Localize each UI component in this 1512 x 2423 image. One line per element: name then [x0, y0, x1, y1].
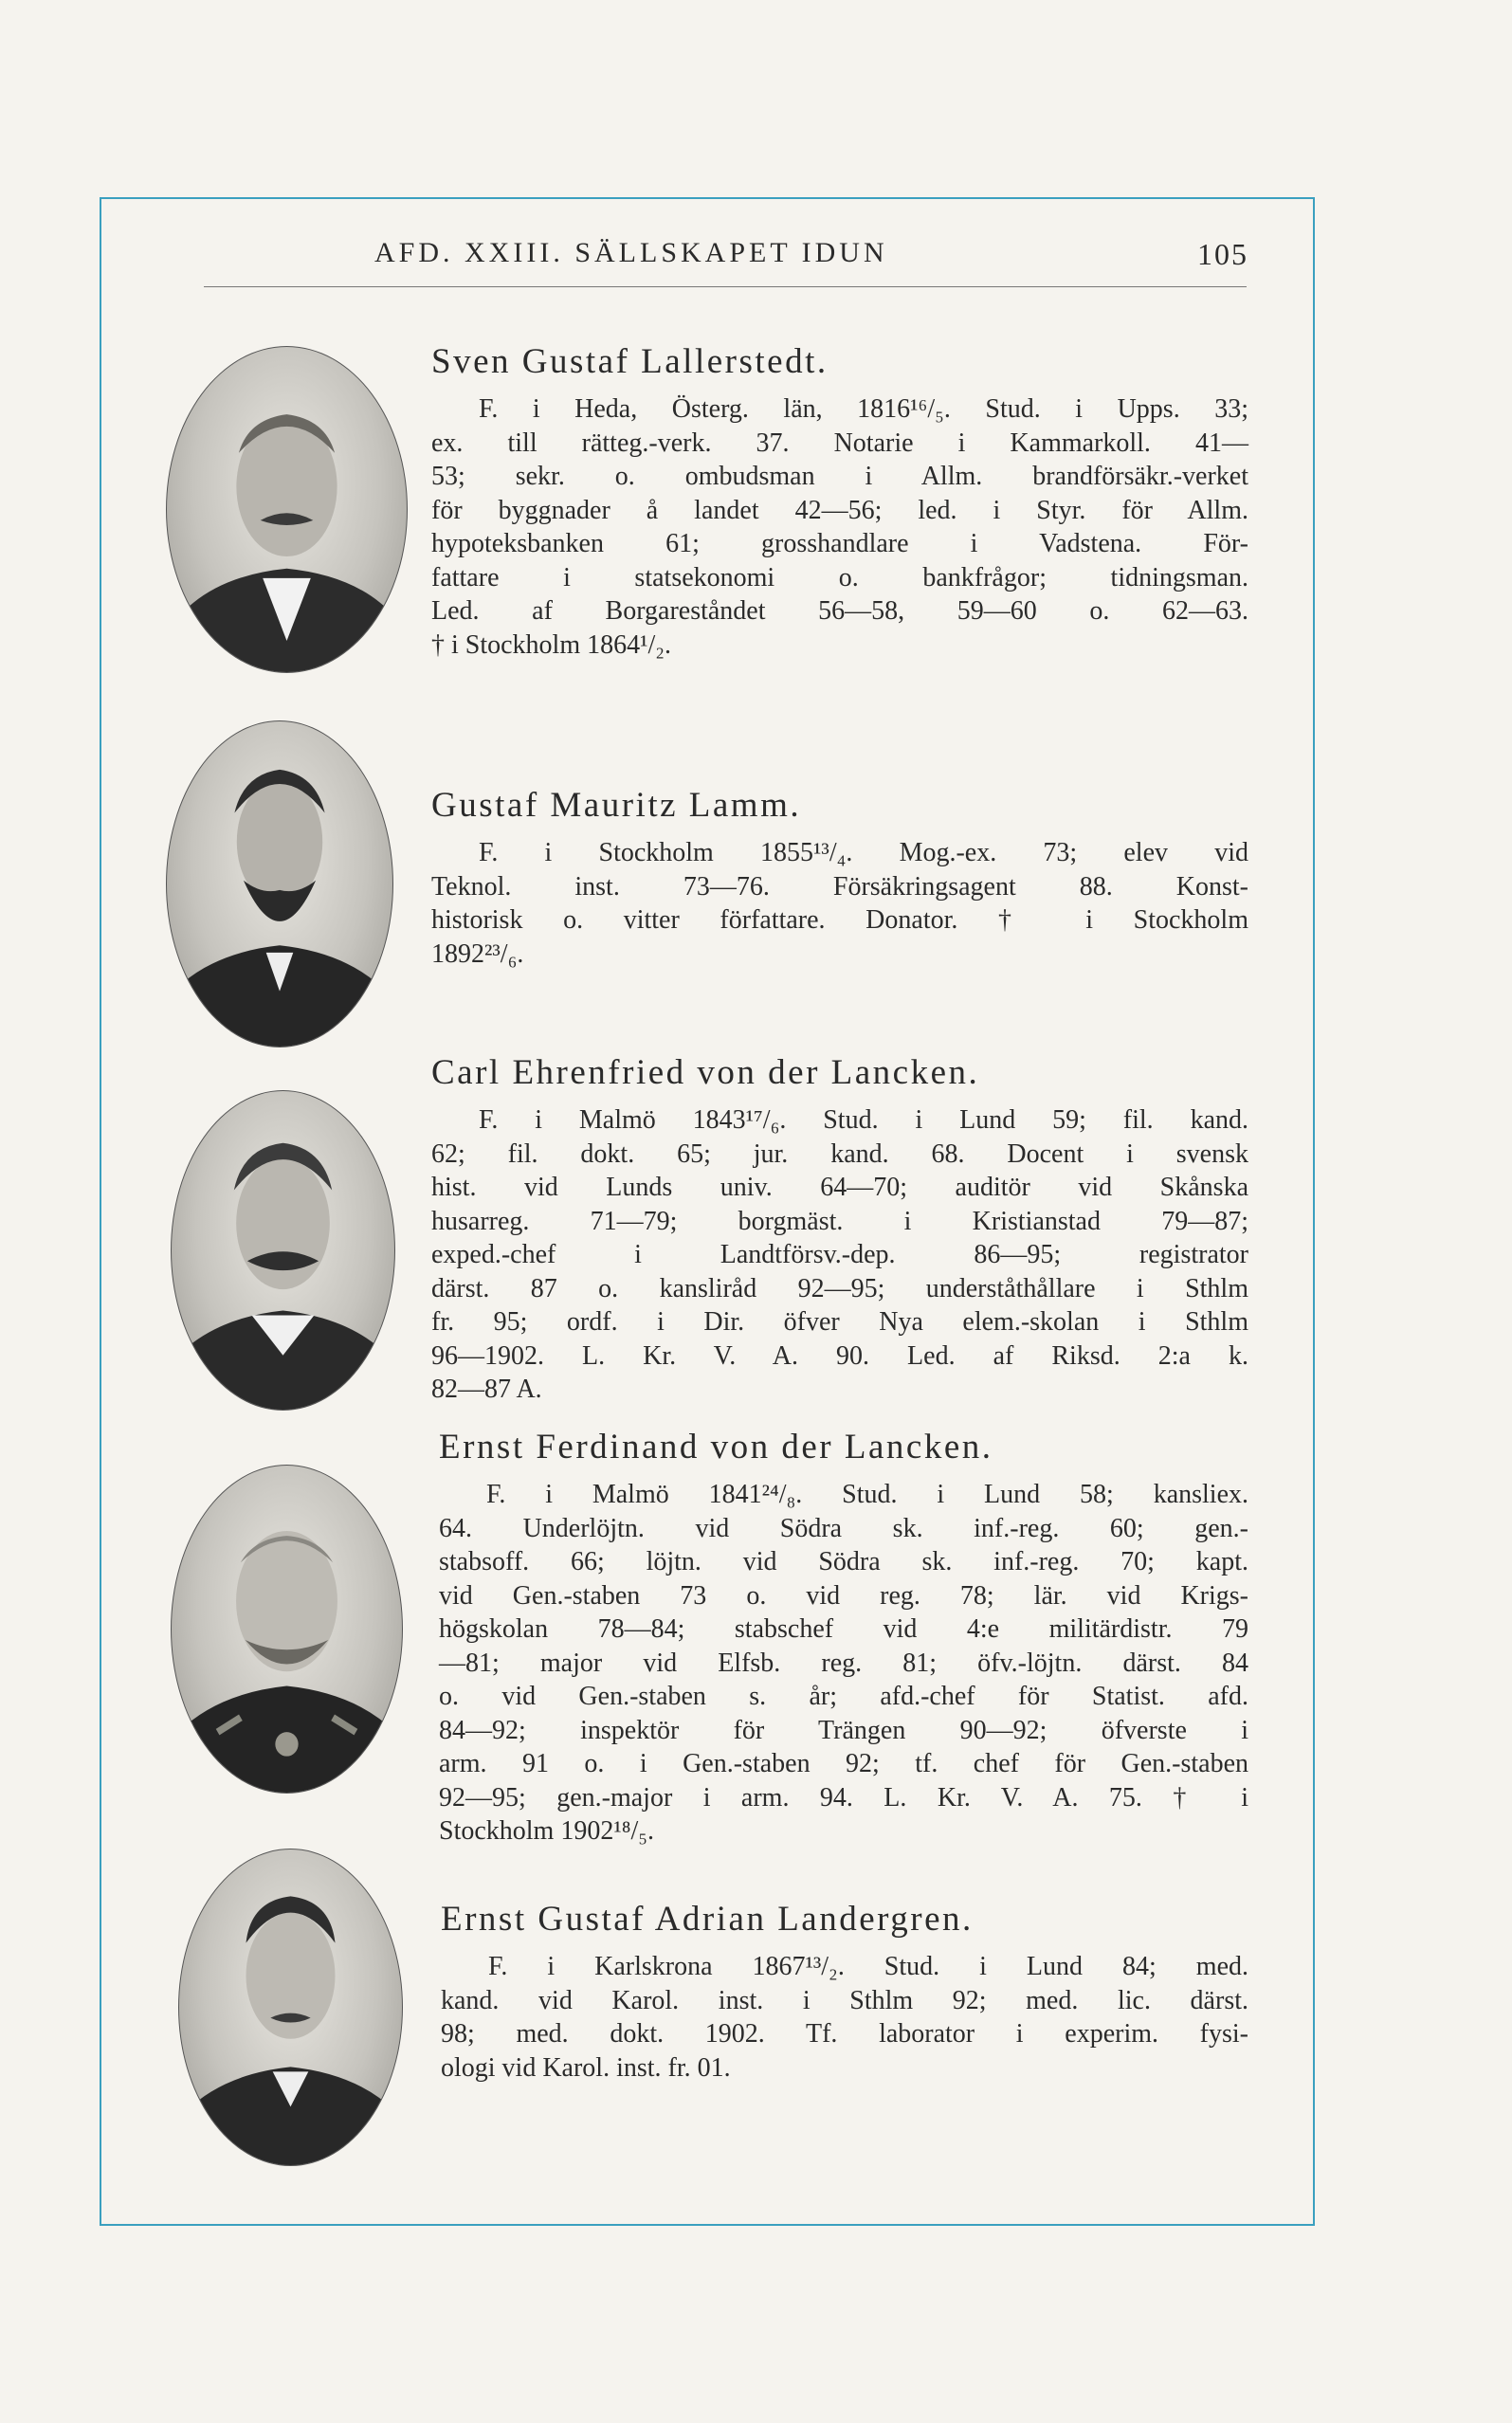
bio-line: 98; med. dokt. 1902. Tf. laborator i experim. fysi- — [441, 2019, 1248, 2049]
entry-bio — [431, 392, 1248, 662]
bio-line: kand. vid Karol. inst. i Sthlm 92; med. lic. därst. — [441, 1985, 1248, 2015]
entry-bio — [441, 1950, 1248, 2085]
entry-lamm — [431, 785, 1248, 971]
bio-line: hist. vid Lunds univ. 64—70; auditör vid Skånska — [431, 1173, 1248, 1202]
bio-line: ex. till rätteg.-verk. 37. Notarie i Kammarkoll. 41— — [431, 428, 1248, 458]
bio-line: Stockholm 1902¹⁸/₅. — [439, 1816, 655, 1846]
running-head-title: AFD. XXIII. SÄLLSKAPET IDUN — [374, 237, 888, 268]
entry-name: Ernst Gustaf Adrian Landergren. — [441, 1900, 974, 1939]
bio-line: Led. af Borgareståndet 56—58, 59—60 o. 62—63. — [431, 596, 1248, 626]
page-number: 105 — [1197, 237, 1248, 271]
bio-line: F. i Karlskrona 1867¹³/₂. Stud. i Lund 84; med. — [488, 1952, 1248, 1981]
entry-lallerstedt — [431, 341, 1248, 662]
entry-landergren — [441, 1899, 1248, 2085]
bio-line: fr. 95; ordf. i Dir. öfver Nya elem.-skolan i Sthlm — [431, 1307, 1248, 1337]
entry-name: Ernst Ferdinand von der Lancken. — [439, 1428, 993, 1467]
bio-line: F. i Stockholm 1855¹³/₄. Mog.-ex. 73; elev vid — [479, 838, 1248, 867]
bio-line: därst. 87 o. kansliråd 92—95; underståthållare i Sthlm — [431, 1273, 1248, 1303]
portrait-photo-icon — [171, 1465, 403, 1794]
entry-name: Carl Ehrenfried von der Lancken. — [431, 1053, 980, 1092]
bio-line: arm. 91 o. i Gen.-staben 92; tf. chef för Gen.-staben — [439, 1749, 1248, 1778]
entry-bio — [431, 836, 1248, 971]
bio-line: 1892²³/₆. — [431, 938, 524, 969]
bio-line: vid Gen.-staben 73 o. vid reg. 78; lär. vid Krigs- — [439, 1580, 1248, 1611]
bio-line: ologi vid Karol. inst. fr. 01. — [441, 2052, 731, 2083]
bio-line: 62; fil. dokt. 65; jur. kand. 68. Docent i svensk — [431, 1139, 1248, 1169]
entry-bio — [439, 1478, 1248, 1849]
bio-line: 96—1902. L. Kr. V. A. 90. Led. af Riksd. 2:a k. — [431, 1340, 1248, 1371]
bio-line: F. i Heda, Österg. län, 1816¹⁶/₅. Stud. i Upps. 33; — [479, 394, 1248, 424]
portrait-photo-icon — [166, 720, 393, 1048]
bio-line: historisk o. vitter författare. Donator. † i Stockholm — [431, 905, 1248, 935]
bio-line: stabsoff. 66; löjtn. vid Södra sk. inf.-reg. 70; kapt. — [439, 1547, 1248, 1576]
running-head — [272, 237, 1248, 284]
bio-line: hypoteksbanken 61; grosshandlare i Vadstena. För- — [431, 529, 1248, 558]
bio-line: husarreg. 71—79; borgmäst. i Kristianstad 79—87; — [431, 1206, 1248, 1236]
bio-line: fattare i statsekonomi o. bankfrågor; tidningsman. — [431, 562, 1248, 592]
entry-name: Gustaf Mauritz Lamm. — [431, 786, 802, 825]
entry-carl-lancken — [431, 1052, 1248, 1407]
bio-line: F. i Malmö 1843¹⁷/₆. Stud. i Lund 59; fil. kand. — [479, 1105, 1248, 1135]
bio-line: F. i Malmö 1841²⁴/₈. Stud. i Lund 58; kansliex. — [486, 1480, 1248, 1509]
entry-ernst-lancken — [439, 1427, 1248, 1849]
entry-name: Sven Gustaf Lallerstedt. — [431, 342, 829, 381]
bio-line: för byggnader å landet 42—56; led. i Styr. för Allm. — [431, 495, 1248, 525]
bio-line: exped.-chef i Landtförsv.-dep. 86—95; registrator — [431, 1240, 1248, 1269]
portrait-photo-icon — [171, 1090, 395, 1411]
bio-line: 92—95; gen.-major i arm. 94. L. Kr. V. A. 75. † i — [439, 1782, 1248, 1813]
portrait-photo-icon — [166, 346, 408, 673]
bio-line: högskolan 78—84; stabschef vid 4:e militärdistr. 79 — [439, 1614, 1248, 1644]
bio-line: Teknol. inst. 73—76. Försäkringsagent 88. Konst- — [431, 871, 1248, 902]
bio-line: 82—87 A. — [431, 1375, 542, 1404]
bio-line: † i Stockholm 1864¹/₂. — [431, 629, 672, 660]
bio-line: 64. Underlöjtn. vid Södra sk. inf.-reg. 60; gen.- — [439, 1513, 1248, 1543]
bio-line: 84—92; inspektör för Trängen 90—92; öfverste i — [439, 1715, 1248, 1745]
header-rule — [204, 286, 1247, 287]
entry-bio — [431, 1103, 1248, 1407]
bio-line: o. vid Gen.-staben s. år; afd.-chef för Statist. afd. — [439, 1682, 1248, 1711]
bio-line: 53; sekr. o. ombudsman i Allm. brandförsäkr.-verket — [431, 462, 1248, 491]
portrait-photo-icon — [178, 1849, 403, 2166]
bio-line: —81; major vid Elfsb. reg. 81; öfv.-löjtn. därst. 84 — [439, 1648, 1248, 1678]
